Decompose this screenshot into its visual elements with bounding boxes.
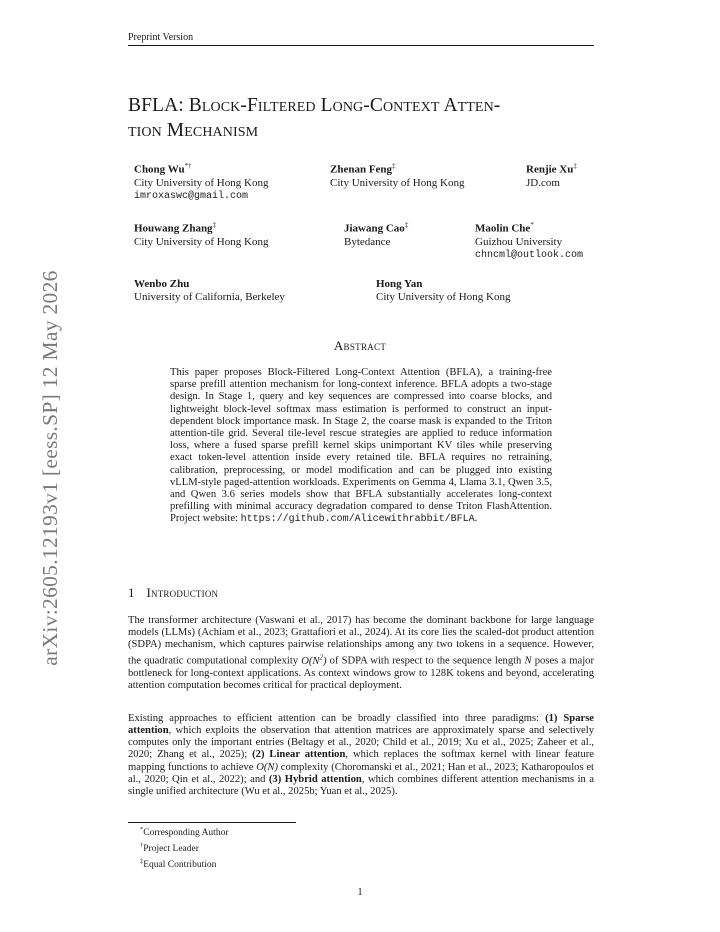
- footnote: [140, 824, 228, 840]
- author-marks: ‡: [212, 221, 217, 229]
- author-email: imroxaswc@gmail.com: [134, 190, 249, 202]
- math-text: O(N: [301, 656, 320, 667]
- footnotes: [140, 824, 228, 871]
- author-affiliation: Bytedance: [344, 235, 391, 248]
- abstract-body: [170, 367, 552, 527]
- footnote: [140, 840, 228, 856]
- author-name: Renjie Xu: [526, 163, 574, 176]
- text-run: , which replaces the softmax kernel with linear feature mapping functions to achieve: [128, 749, 594, 773]
- math-exponent: 2: [319, 653, 323, 662]
- section-title: Introduction: [146, 585, 219, 600]
- running-head: Preprint Version: [128, 32, 194, 43]
- author-affiliation: City University of Hong Kong: [134, 235, 269, 248]
- text-run: complexity (Choromanski et al., 2021; Han et al., 2023; Katharopoulos et al., 2020; Qin et al., 2022); and: [128, 761, 594, 785]
- author-block-2: [330, 160, 464, 190]
- author-marks: ‡: [404, 221, 409, 229]
- footnote-text: Project Leader: [143, 843, 199, 854]
- author-block-7: [134, 278, 285, 304]
- title-line-1-rest: lock-Filtered Long-Context Atten-: [201, 95, 501, 116]
- author-affiliation: University of California, Berkeley: [134, 291, 285, 303]
- arxiv-stamp: arXiv:2605.12193v1 [eess.SP] 12 May 2026: [38, 270, 62, 666]
- math-big-o-n: O(N): [256, 761, 278, 773]
- text-run: , which exploits the observation that attention matrices are approximately sparse and selectively computes only the important entries (Beltagy et al., 2020; Child et al., 2019; Xu et al., 2025; Zaheer et al., 2020; Zhang et al., 2025);: [128, 725, 594, 761]
- author-affiliation: JD.com: [526, 176, 560, 189]
- math-big-o: [301, 653, 327, 667]
- author-affiliation: City University of Hong Kong: [330, 176, 465, 189]
- footnote-rule: [128, 822, 296, 823]
- author-name: Maolin Che: [475, 222, 531, 235]
- author-name: Chong Wu: [134, 163, 185, 176]
- math-n: N: [524, 656, 532, 667]
- text-run: , which combines different attention mechanisms in a single unified architecture (Wu et al., 2025b; Yuan et al., 2025).: [128, 773, 594, 797]
- abstract-url-tail: .: [474, 513, 478, 525]
- footnote-mark: †: [140, 841, 144, 849]
- text-run: The transformer architecture (Vaswani et al., 2017) has become the dominant backbone for large language models (LLMs) (Achiam et al., 2023; Grattafiori et al., 2024). At its core lies the scaled-dot product attention (SDPA) mechanism, which captures pairwise relationships among any two tokens in a sequence. However, the quadratic computational complexity: [128, 615, 594, 667]
- author-name: Jiawang Cao: [344, 222, 405, 235]
- author-marks: *: [530, 221, 534, 229]
- author-block-6: [475, 219, 583, 262]
- footnote: [140, 856, 228, 872]
- intro-paragraph-1: [128, 615, 594, 692]
- math-text: ): [322, 656, 327, 667]
- author-marks: ‡: [573, 162, 577, 170]
- author-affiliation: Guizhou University: [475, 235, 563, 248]
- author-marks: *†: [184, 162, 192, 170]
- title-line-2: tion Mechanism: [128, 120, 259, 141]
- author-block-5: [344, 219, 408, 249]
- abstract-text: This paper proposes Block-Filtered Long-Context Attention (BFLA), a training-free sparse prefill attention mechanism for long-context inference. BFLA adopts a two-stage design. In Stage 1, query and key sequences are compressed into coarse blocks, and lightweight block-level softmax mass estimation is performed to construct an input-dependent block importance mask. In Stage 2, the coarse mask is expanded to the Triton attention-tile grid. Several tile-level rescue strategies are applied to reduce information loss, where a fused sparse prefill kernel skips unimportant KV tiles while preserving exact token-level attention inside every retained tile. BFLA requires no retraining, calibration, preprocessing, or model modification and can be plugged into existing vLLM-style paged-attention workloads. Experiments on Gemma 4, Llama 3.1, Qwen 3.5, and Qwen 3.6 series models show that BFLA substantially accelerates long-context prefilling with minimal accuracy degradation compared to dense Triton FlashAttention. Project website:: [170, 367, 552, 525]
- title-line-1-lead: BFLA: B: [128, 95, 202, 116]
- author-marks: ‡: [392, 162, 396, 170]
- text-run: of SDPA with respect to the sequence length: [326, 656, 525, 667]
- header-rule: [128, 45, 594, 46]
- project-url-link[interactable]: https://github.com/Alicewithrabbit/BFLA: [240, 514, 475, 526]
- author-name: Houwang Zhang: [134, 222, 213, 235]
- author-name: Hong Yan: [376, 278, 423, 290]
- author-block-3: [526, 160, 577, 190]
- author-name: Wenbo Zhu: [134, 278, 190, 290]
- author-affiliation: City University of Hong Kong: [134, 176, 269, 189]
- footnote-mark: ‡: [140, 857, 144, 865]
- author-block-8: [376, 278, 510, 304]
- footnote-text: Corresponding Author: [143, 828, 229, 839]
- paper-title: [128, 93, 598, 143]
- footnote-mark: *: [140, 826, 144, 833]
- bold-term-sparse: (1) Sparse attention: [128, 713, 595, 737]
- bold-term-linear: (2) Linear attention: [252, 749, 346, 761]
- footnote-text: Equal Contribution: [143, 859, 217, 870]
- section-number: 1: [128, 585, 135, 600]
- author-block-4: [134, 219, 268, 249]
- section-heading: [128, 585, 218, 601]
- text-run: Existing approaches to efficient attention can be broadly classified into three paradigms:: [128, 713, 546, 724]
- author-email: chncml@outlook.com: [475, 249, 584, 261]
- author-name: Zhenan Feng: [330, 163, 393, 176]
- author-block-1: [134, 160, 268, 203]
- abstract-heading: Abstract: [333, 338, 387, 353]
- bold-term-hybrid: (3) Hybrid attention: [268, 773, 362, 785]
- author-affiliation: City University of Hong Kong: [376, 291, 511, 303]
- page-number: 1: [357, 887, 363, 898]
- intro-paragraph-2: [128, 713, 594, 798]
- text-run: poses a major bottleneck for long-context applications. As context windows grow to 128K tokens and beyond, accelerating attention computation becomes critical for practical deployment.: [128, 656, 594, 692]
